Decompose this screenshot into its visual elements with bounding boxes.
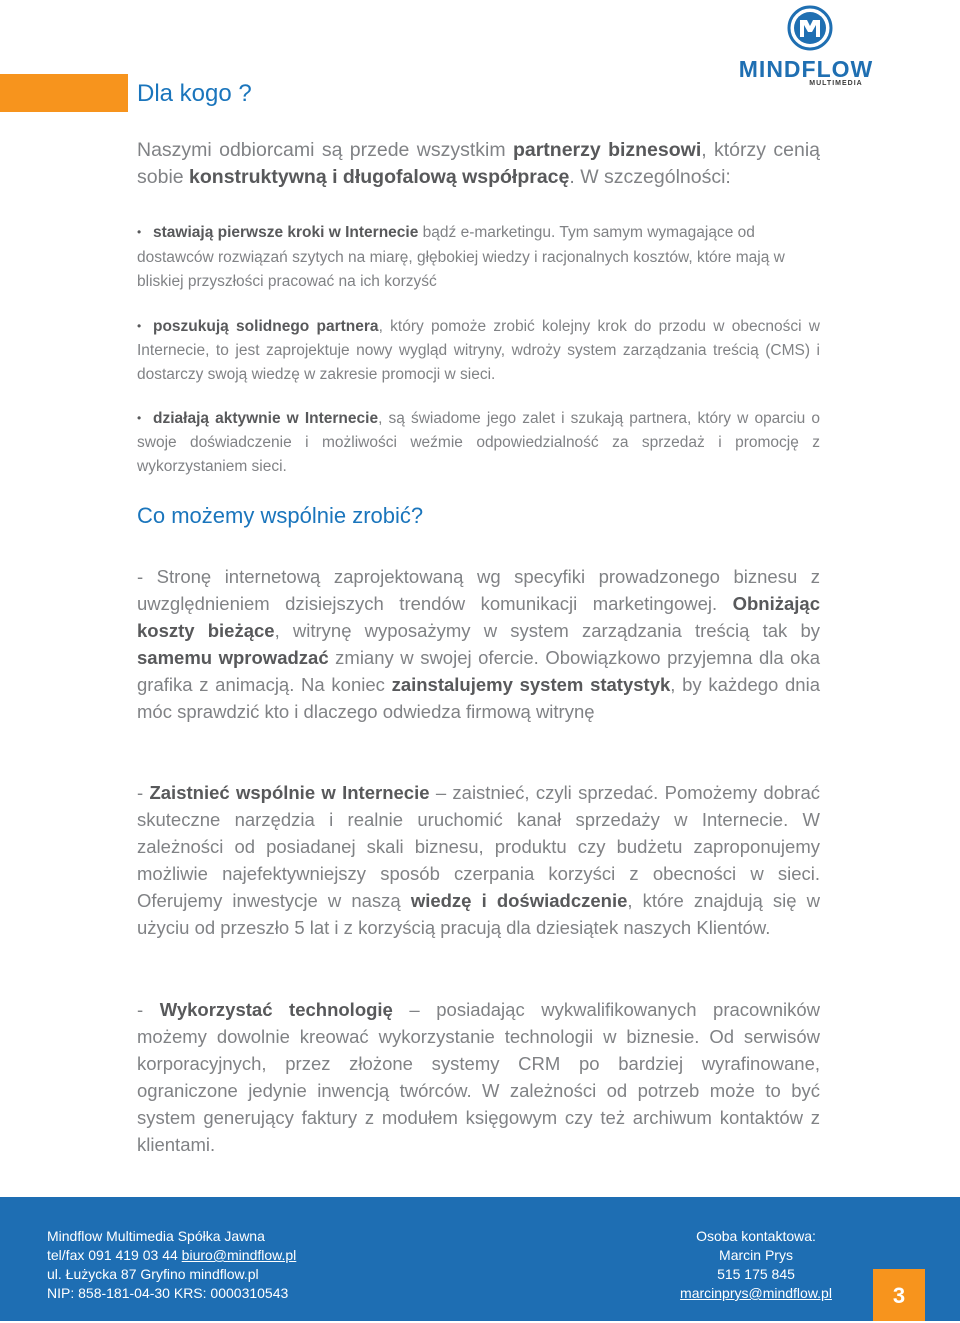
section-heading-for-whom: Dla kogo ?	[137, 80, 252, 107]
page-number: 3	[873, 1269, 925, 1321]
contact-name: Marcin Prys	[719, 1247, 793, 1263]
bullet-icon: •	[137, 225, 142, 239]
offer-paragraph-sales: - Zaistnieć wspólnie w Internecie – zaistnieć, czyli sprzedać. Pomożemy dobrać skuteczne narzędzia i realnie uruchomić kanał sprzedaży w Internecie. W zależności od posiadanej skali biznesu, produktu czy budżetu zaproponujemy możliwie najefektywniejszy sposób czerpania korzyści z obecności w sieci. Oferujemy inwestycje w naszą wiedzę i doświadczenie, które znajdują się w użyciu od przeszło 5 lat i z korzyścią pracują dla dziesiątek naszych Klientów.	[137, 782, 820, 938]
contact-phone: 515 175 845	[717, 1266, 795, 1282]
mindflow-logo[interactable]	[718, 4, 888, 90]
bullet-item: • stawiają pierwsze kroki w Internecie bądź e-marketingu. Tym samym wymagające od dostawców rozwiązań szytych na miarę, głębokiej wiedzy i racjonalnych kosztów, które mają w bliskiej przyszłości pracować na ich korzyść	[137, 220, 820, 295]
contact-label: Osoba kontaktowa:	[696, 1228, 816, 1244]
bullet-icon: •	[137, 411, 142, 425]
company-info	[47, 1227, 296, 1303]
bullet-icon: •	[137, 319, 142, 333]
contact-person	[640, 1227, 872, 1303]
mindflow-m-icon	[718, 4, 888, 60]
orange-accent-bar	[0, 74, 128, 112]
logo-subtitle: MULTIMEDIA	[809, 80, 863, 87]
intro-paragraph: Naszymi odbiorcami są przede wszystkim partnerzy biznesowi, którzy cenią sobie konstruktywną i długofalową współpracę. W szczególności:	[137, 139, 820, 188]
company-ids: NIP: 858-181-04-30 KRS: 0000310543	[47, 1285, 289, 1301]
offer-paragraph-website: - Stronę internetową zaprojektowaną wg specyfiki prowadzonego biznesu z uwzględnieniem dzisiejszych trendów komunikacji marketingowej. Obniżając koszty bieżące, witrynę wyposażymy w system zarządzania treścią tak by samemu wprowadzać zmiany w swojej ofercie. Obowiązkowo przyjemna dla oka grafika z animacją. Na koniec zainstalujemy system statystyk, by każdego dnia móc sprawdzić kto i dlaczego odwiedza firmową witrynę	[137, 566, 821, 722]
bullet-item: • działają aktywnie w Internecie, są świadome jego zalet i szukają partnera, który w oparciu o swoje doświadczenie i możliwości weźmie odpowiedzialność za sprzedaż i promocję z wykorzystaniem sieci.	[137, 406, 820, 479]
address-line: ul. Łużycka 87 Gryfino mindflow.pl	[47, 1266, 259, 1282]
footer	[0, 1197, 960, 1321]
logo-wordmark: MINDFLOW	[738, 56, 874, 82]
company-name: Mindflow Multimedia Spółka Jawna	[47, 1228, 265, 1244]
bullet-item: • poszukują solidnego partnera, który pomoże zrobić kolejny krok do przodu w obecności w Internecie, to jest zaprojektuje nowy wygląd witryny, wdroży system zarządzania treścią (CMS) i dostarczy swoją wiedzę w zakresie promocji w sieci.	[137, 314, 820, 387]
company-email-link[interactable]: biuro@mindflow.pl	[181, 1247, 297, 1263]
contact-email-link[interactable]: marcinprys@mindflow.pl	[680, 1285, 832, 1301]
offer-paragraph-technology: - Wykorzystać technologię – posiadając wykwalifikowanych pracowników możemy dowolnie kreować wykorzystanie technologii w biznesie. Od serwisów korporacyjnych, przez złożone systemy CRM po bardziej wyrafinowane, ograniczone jedynie inwencją twórców. W zależności od potrzeb może to być system generujący faktury z modułem księgowym czy też archiwum kontaktów z klientami.	[137, 999, 820, 1155]
phone-line: tel/fax 091 419 03 44 biuro@mindflow.pl	[47, 1247, 297, 1263]
section-heading-what-we-can-do: Co możemy wspólnie zrobić?	[137, 503, 424, 528]
